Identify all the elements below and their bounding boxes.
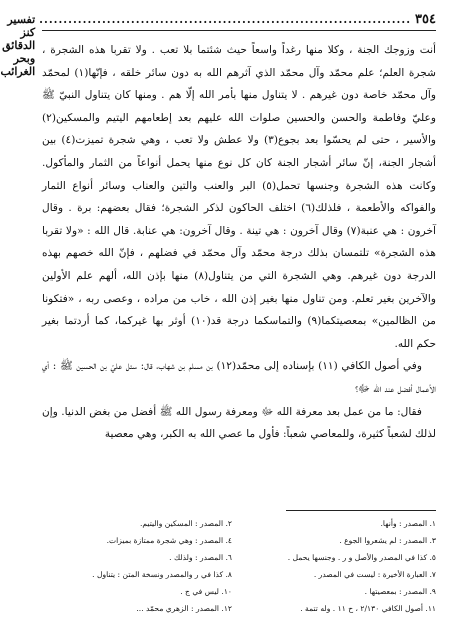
- paragraph-kafi-narration: وفي أصول الكافي (١١) بإسناده إلى محمّد(١٢) بن مسلم بن شهاب، قال: سئل عليّ بن الحسين ﷺ : أي الأعمال أفضل عند الله ﷻ؟: [42, 360, 436, 395]
- running-header: [0, 12, 436, 78]
- footnote-4: ٤. المصدر : وهي شجرة ممتازة بميزات.: [106, 536, 232, 545]
- header-title: تفسير كنز الدقائق وبحر الغرائب: [0, 13, 36, 78]
- footnote-12: ١٢. المصدر : الزهري محمّد ...: [136, 604, 232, 613]
- footnote-separator: [286, 510, 436, 511]
- footnote-11: ١١. أصول الكافي ٢/١٣٠ ، ح ١١ . وله تتمة .: [300, 604, 436, 613]
- page-number: ٣٥٤: [415, 12, 436, 27]
- footnote-7: ٧. العبارة الأخيرة : ليست في المصدر .: [313, 570, 436, 579]
- header-leader-dots: .............................................................................: [39, 13, 412, 26]
- paragraph-answer: فقال: ما من عمل بعد معرفة الله ﷻ ومعرفة رسول الله ﷺ أفضل من بغض الدنيا. وإن لذلك لشعباً كثيرة، وللمعاصي شعباً: فأول ما عصي الله به الكبر، وهي معصية: [42, 405, 436, 441]
- footnote-5: ٥. كذا في المصدر والأصل و ر . وجنسها يحمل .: [287, 553, 436, 562]
- footnote-6: ٦. المصدر : ولذلك .: [169, 553, 232, 562]
- footnote-9: ٩. المصدر : بمعصيتها .: [364, 587, 436, 596]
- main-text: [42, 39, 436, 446]
- paragraph-tafsir: أنت وزوجك الجنة ، وكلا منها رغداً واسعاً حيث شئتما بلا تعب . ولا تقربا هذه الشجرة ، شجرة العلم؛ علم محمّد وآل محمّد الذي آثرهم الله به دون سائر خلقه ، فإنّها(١) لمحمّد وآل محمّد خاصة دون غيرهم . لا يتناول منها بأمر الله إلّا هم . ومنها كان يتناول النبيّ ﷺ وعليّ وفاطمة والحسن والحسين صلوات الله عليهم بعد إطعامهم اليتيم والمسكين(٢) والأسير ، حتى لم يحسّوا بعد بجوع(٣) ولا عطش ولا تعب ، وهي شجرة تميزت(٤) بين أشجار الجنة، إنّ سائر أشجار الجنة كان كل نوع منها يحمل أنواعاً من الثمار والمأكول. وكانت هذه الشجرة وجنسها تحمل(٥) البر والعنب والتين والعناب وسائر أنواع الثمار والفواكه والأطعمة ، فلذلك(٦) اختلف الحاكون لذكر الشجرة؛ فقال بعضهم: برة . وقال آخرون : هي عنبة(٧) وقال آخرون : هي تينة . وقال آخرون: هي عنابة. قال الله : «ولا تقربا هذه الشجرة» تلتمسان بذلك درجة محمّد وآل محمّد في فضلهم ، فإنّ الله خصهم بهذه الدرجة دون غيرهم. وهي الشجرة التي من يتناول(٨) منها بإذن الله، ألهم علم الأولين والآخرين بغير تعلم. ومن تناول منها بغير إذن الله ، خاب من مراده ، وعصى ربه ، «فتكونا من الظالمين» بمعصيتكما(٩) والتماسكما درجة قد(١٠) أوثر بها غيركما، كما أردتما بغير حكم الله.: [42, 44, 437, 350]
- footnote-1: ١. المصدر : وأنها.: [380, 519, 436, 528]
- footnote-3: ٣. المصدر : لم يشعروا الجوع .: [339, 536, 436, 545]
- footnote-8: ٨. كذا في ر والمصدر ونسخة المتن : يتناول .: [92, 570, 232, 579]
- footnote-10: ١٠. ليس في ج .: [180, 587, 232, 596]
- footnote-2: ٢. المصدر : المسكين واليتيم.: [139, 519, 232, 528]
- footnotes: [42, 517, 436, 615]
